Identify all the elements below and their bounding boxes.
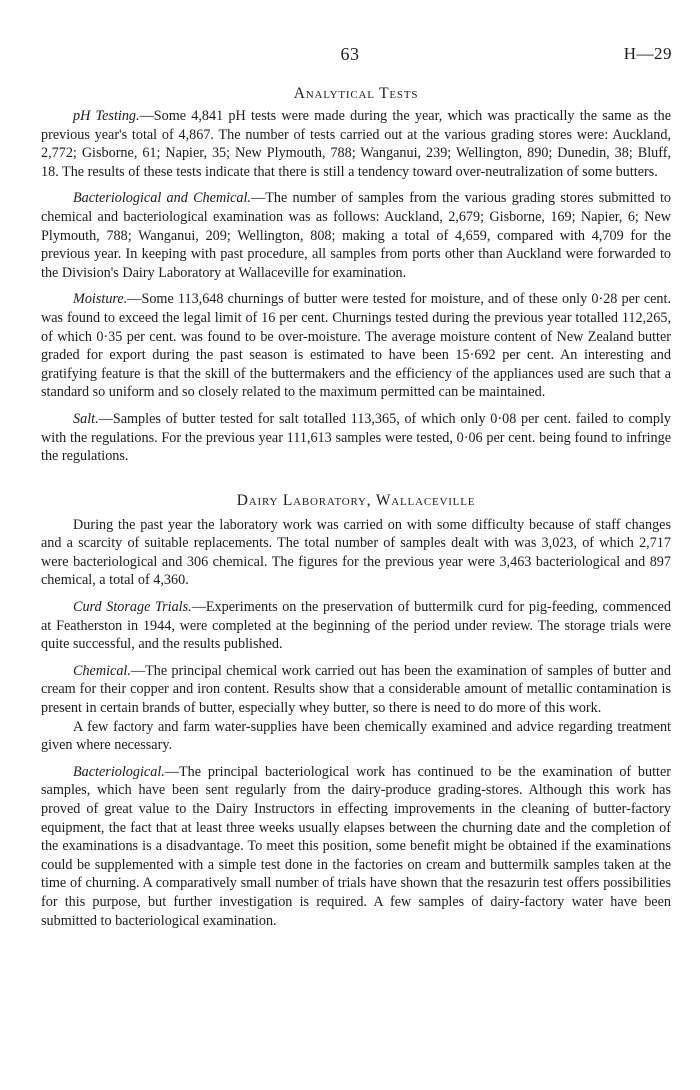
paragraph-lead: Moisture. bbox=[73, 291, 128, 308]
paragraph-laboratory-intro: During the past year the laboratory work was carried on with some difficulty because of staff changes and a scarcity of suitable replacements. The total number of samples dealt with was 3,023, of which 2,717 were bacteriological and 306 chemical. The figures for the previous year were 3,463 bacteriological and 897 chemical, a total of 4,360. bbox=[41, 516, 671, 589]
paragraph-lead: Curd Storage Trials. bbox=[73, 599, 192, 616]
paragraph-water-supplies: A few factory and farm water-supplies have been chemically examined and advice regarding treatment given where necessary. bbox=[41, 718, 671, 754]
paragraph-moisture bbox=[41, 290, 671, 402]
paragraph-text: —Experiments on the preservation of buttermilk curd for pig-feeding, commenced at Featherston in 1944, were completed at the beginning of the period under review. The storage trials were quite successful, and the results published. bbox=[41, 599, 671, 653]
page-number: 63 bbox=[340, 44, 360, 64]
page-reference: H—29 bbox=[623, 44, 672, 63]
paragraph-bacteriological bbox=[41, 763, 671, 930]
paragraph-bacteriological-and-chemical bbox=[41, 189, 671, 282]
paragraph-lead: Salt. bbox=[73, 410, 99, 427]
paragraph-lead: Bacteriological and Chemical. bbox=[73, 190, 252, 207]
paragraph-lead: pH Testing. bbox=[73, 108, 140, 124]
paragraph-lead: Bacteriological. bbox=[73, 763, 165, 780]
paragraph-ph-testing bbox=[41, 107, 671, 181]
paragraph-text: —Some 113,648 churnings of butter were tested for moisture, and of these only 0·28 per cent. was found to exceed the legal limit of 16 per cent. Churnings tested during the previous year totalled 112,265, of which 0·35 per cent. was found to be over-moisture. The average moisture content of New Zealand butter graded for export during the past season is estimated to have been 15·692 per cent. An interesting and gratifying feature is that the skill of the buttermakers and the efficiency of the appliances used are such that a standard so uniform and so closely related to the maximum permitted can be maintained. bbox=[41, 291, 671, 401]
page-body bbox=[41, 84, 671, 938]
paragraph-text: —The principal bacteriological work has continued to be the examination of butter samples, which have been sent regularly from the dairy-produce grading-stores. Although this work has proved of great value to the Dairy Instructors in effecting improvements in the cleaning of butter-factory equipment, the fact that at least three weeks usually elapses between the churning date and the completion of the examinations is a disadvantage. To meet this position, some benefit might be obtained if the examinations could be supplemented with a simple test done in the factories on cream and buttermilk samples taken at the time of churning. A comparatively small number of trials have shown that the resazurin test offers possibilities for this purpose, but further investigation is required. A few samples of dairy-factory water have been submitted to bacteriological examination. bbox=[41, 763, 671, 929]
section-heading-analytical-tests: Analytical Tests bbox=[293, 85, 419, 102]
paragraph-text: —Some 4,841 pH tests were made during the year, which was practically the same as the previous year's total of 4,867. The number of tests carried out at the various grading stores were: Auckland, 2,772; Gisborne, 61; Napier, 35; New Plymouth, 788; Wanganui, 239; Wellington, 890; Dunedin, 38; Bluff, 18. The results of these tests indicate that there is still a tendency toward over-neutralization of some butters. bbox=[41, 108, 671, 180]
paragraph-text: —Samples of butter tested for salt totalled 113,365, of which only 0·08 per cent. failed to comply with the regulations. For the previous year 111,613 samples were tested, 0·06 per cent. being found to infringe the regulations. bbox=[41, 410, 671, 465]
paragraph-curd-storage-trials bbox=[41, 598, 671, 654]
paragraph-lead: Chemical. bbox=[73, 662, 131, 679]
paragraph-chemical bbox=[41, 662, 671, 718]
paragraph-text: —The principal chemical work carried out has been the examination of samples of butter and cream for their copper and iron content. Results show that a considerable amount of metallic contamination is present in certain brands of butter, especially whey butter, so there is need to do more of this work. bbox=[41, 662, 671, 717]
paragraph-text: —The number of samples from the various grading stores submitted to chemical and bacteriological examination was as follows: Auckland, 2,679; Gisborne, 169; Napier, 6; New Plymouth, 788; Wanganui, 209; Wellington, 808; making a total of 4,659, compared with 4,709 for the previous year. In keeping with past procedure, all samples from ports other than Auckland were forwarded to the Division's Dairy Laboratory at Wallaceville for examination. bbox=[41, 190, 671, 281]
paragraph-salt bbox=[41, 410, 671, 466]
section-heading-dairy-laboratory: Dairy Laboratory, Wallaceville bbox=[236, 491, 476, 509]
